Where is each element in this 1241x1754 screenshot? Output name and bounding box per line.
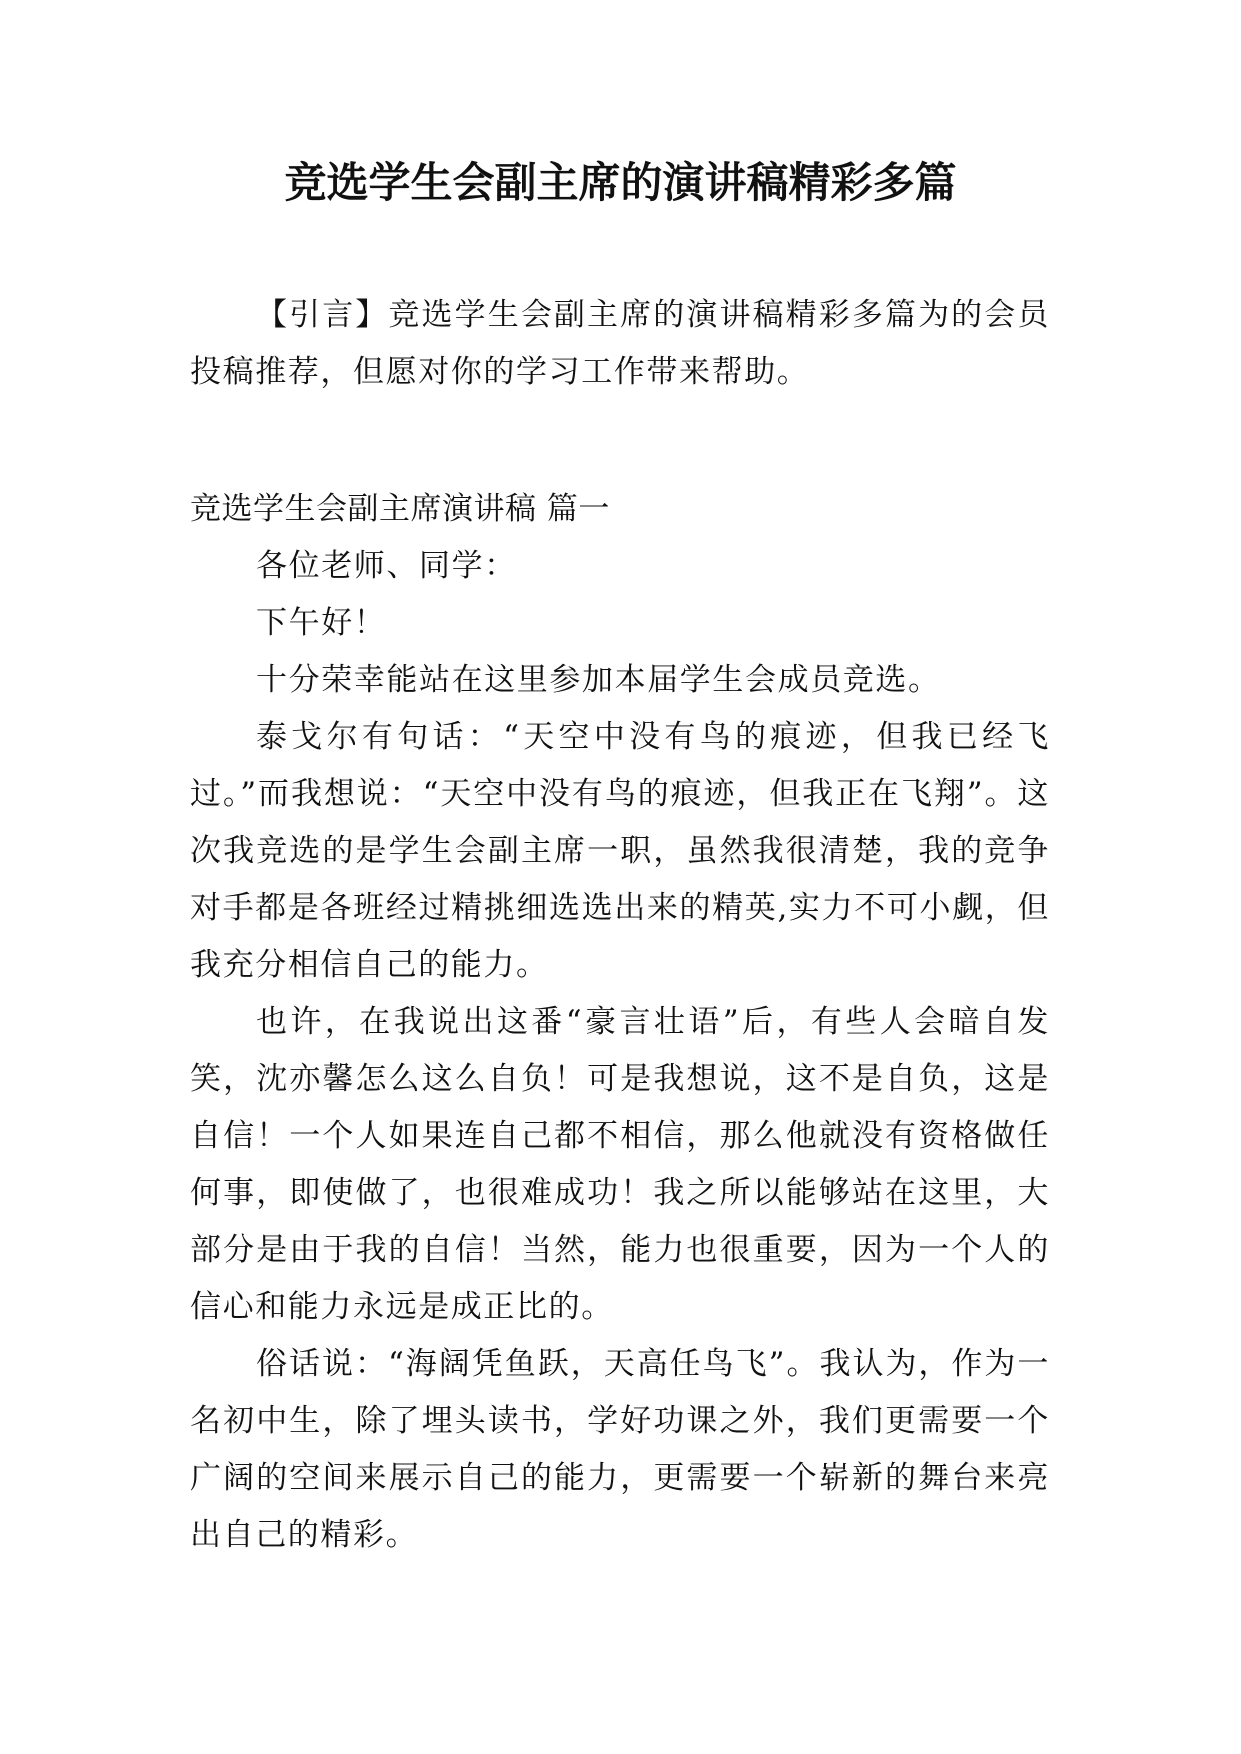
section-heading: 竞选学生会副主席演讲稿 篇一	[190, 491, 610, 527]
document-title: 竞选学生会副主席的演讲稿精彩多篇	[284, 158, 957, 207]
body-paragraph-3: 俗话说：“海阔凭鱼跃，天高任鸟飞”。我认为，作为一名初中生，除了埋头读书，学好功课之外，我们更需要一个广阔的空间来展示自己的能力，更需要一个崭新的舞台来亮出自己的精彩。	[190, 1346, 1050, 1553]
body-paragraph-1: 泰戈尔有句话：“天空中没有鸟的痕迹，但我已经飞过。”而我想说：“天空中没有鸟的痕迹，但我正在飞翔”。这次我竞选的是学生会副主席一职，虽然我很清楚，我的竞争对手都是各班经过精挑细选选出来的精英,实力不可小觑，但我充分相信自己的能力。	[190, 719, 1050, 983]
intro-paragraph: 【引言】竞选学生会副主席的演讲稿精彩多篇为的会员投稿推荐，但愿对你的学习工作带来帮助。	[190, 297, 1050, 390]
salutation-paragraph: 下午好！	[256, 605, 387, 641]
opening-paragraph: 十分荣幸能站在这里参加本届学生会成员竞选。	[256, 662, 941, 698]
section-spacer	[190, 401, 1050, 481]
document-body	[190, 287, 1050, 1564]
greeting-paragraph: 各位老师、同学：	[256, 548, 517, 584]
body-paragraph-2: 也许，在我说出这番“豪言壮语”后，有些人会暗自发笑，沈亦馨怎么这么自负！可是我想说，这不是自负，这是自信！一个人如果连自己都不相信，那么他就没有资格做任何事，即使做了，也很难成功！我之所以能够站在这里，大部分是由于我的自信！当然，能力也很重要，因为一个人的信心和能力永远是成正比的。	[190, 1004, 1050, 1325]
